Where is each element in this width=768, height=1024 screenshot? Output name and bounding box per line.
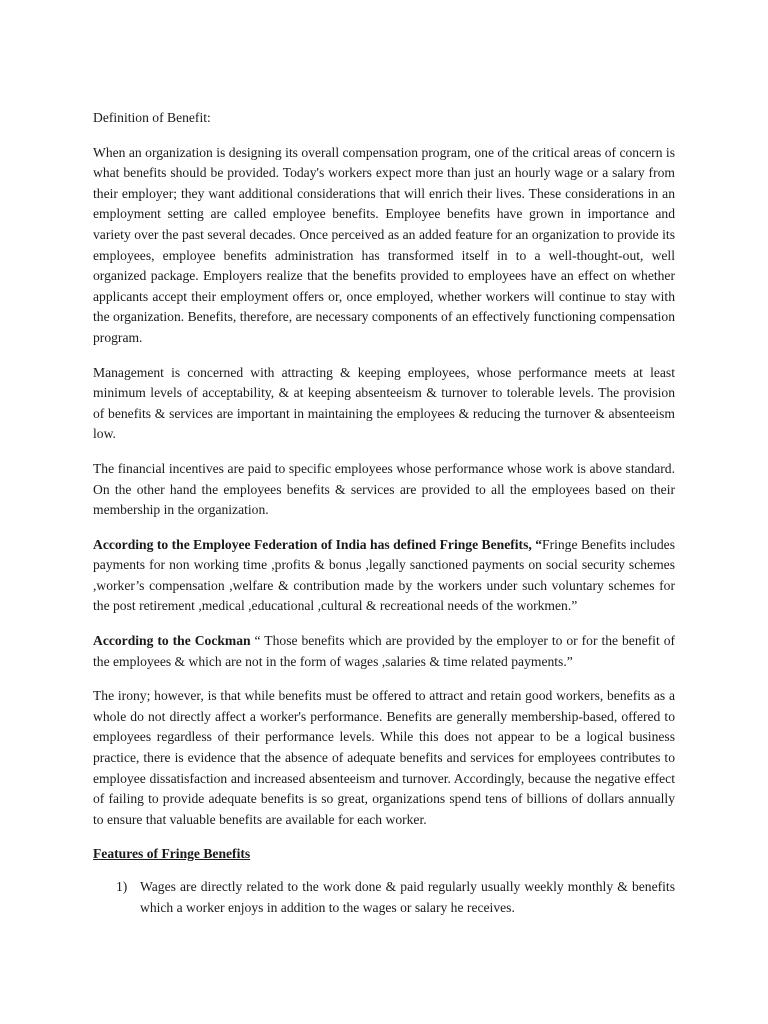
features-list: [93, 877, 675, 918]
list-item: [93, 877, 675, 918]
paragraph-cockman: [93, 631, 675, 672]
list-item-text: Wages are directly related to the work done & paid regularly usually weekly monthly & benefits which a worker enjoys in addition to the wages or salary he receives.: [140, 879, 675, 915]
section-heading-features: Features of Fringe Benefits: [93, 846, 251, 862]
paragraph-irony: The irony; however, is that while benefits must be offered to attract and retain good workers, benefits as a whole do not directly affect a worker's performance. Benefits are generally membership-based, offered to employees regardless of their performance levels. While this does not appear to be a logical business practice, there is evidence that the absence of adequate benefits and services for employees contributes to employee dissatisfaction and increased absenteeism and turnover. Accordingly, because the negative effect of failing to provide adequate benefits is so great, organizations spend tens of billions of dollars annually to ensure that valuable benefits are available for each worker.: [93, 688, 675, 827]
cockman-definition: “ Those benefits which are provided by the employer to or for the benefit of the employees & which are not in the form of wages ,salaries & time related payments.”: [93, 633, 676, 669]
document-title: Definition of Benefit:: [93, 110, 211, 125]
paragraph-financial-incentives: The financial incentives are paid to specific employees whose performance whose work is above standard. On the other hand the employees benefits & services are provided to all the employees based on their membership in the organization.: [93, 460, 675, 518]
employee-federation-definition: Fringe Benefits includes payments for non working time ,profits & bonus ,legally sanctioned payments on social security schemes ,worker’s compensation ,welfare & contribution made by the workers under such voluntary schemes for the post retirement ,medical ,educational ,cultural & recreational needs of the workmen.”: [93, 536, 675, 614]
document-page: [93, 108, 675, 918]
paragraph-intro: When an organization is designing its overall compensation program, one of the critical areas of concern is what benefits should be provided. Today's workers expect more than just an hourly wage or a salary from their employer; they want additional considerations that will enrich their lives. These considerations in an employment setting are called employee benefits. Employee benefits have grown in importance and variety over the past several decades. Once perceived as an added feature for an organization to provide its employees, employee benefits administration has transformed itself in to a well-thought-out, well organized package. Employers realize that the benefits provided to employees have an effect on whether applicants accept their employment offers or, once employed, whether workers will continue to stay with the organization. Benefits, therefore, are necessary components of an effectively functioning compensation program.: [93, 144, 675, 345]
paragraph-employee-federation: [93, 535, 675, 617]
paragraph-management: Management is concerned with attracting & keeping employees, whose performance meets at least minimum levels of acceptability, & at keeping absenteeism & turnover to tolerable levels. The provision of benefits & services are important in maintaining the employees & reducing the turnover & absenteeism low.: [93, 364, 675, 442]
cockman-lead: According to the Cockman: [93, 633, 251, 649]
list-item-number: 1): [116, 879, 128, 894]
employee-federation-lead: According to the Employee Federation of India has defined Fringe Benefits, “: [93, 536, 543, 552]
